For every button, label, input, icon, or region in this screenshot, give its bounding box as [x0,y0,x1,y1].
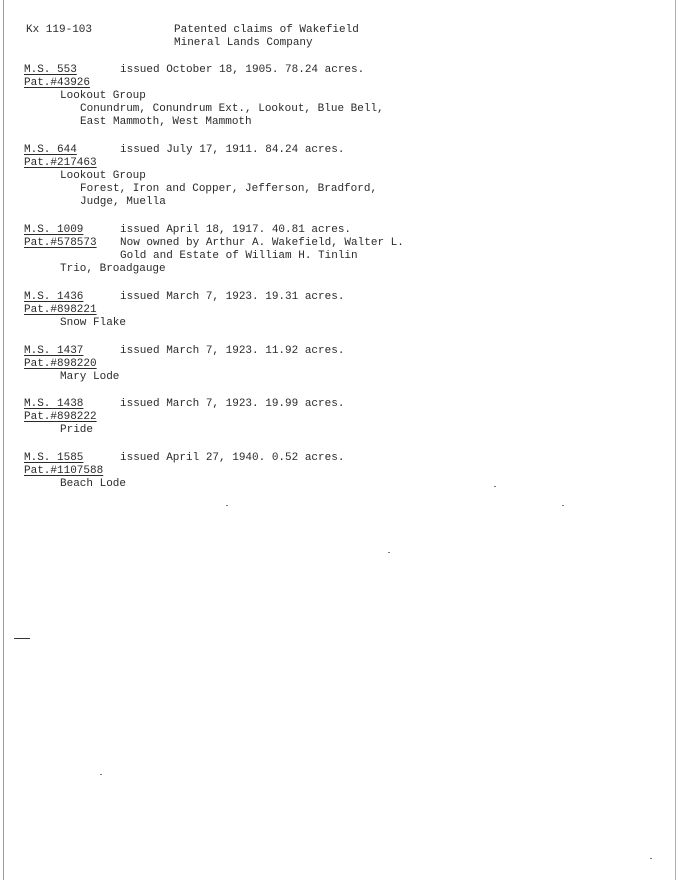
mineral-survey-number: M.S. 1438 [24,398,84,410]
scan-speck [650,858,652,859]
claim-group: Lookout Group [60,90,146,102]
mineral-survey-number: M.S. 553 [24,64,77,76]
patent-number: Pat.#898222 [24,411,97,423]
patent-number: Pat.#898220 [24,358,97,370]
document-title [174,24,359,50]
patent-number: Pat.#898221 [24,304,97,316]
claim-entry-553 [24,64,644,129]
mineral-survey-number: M.S. 644 [24,144,77,156]
scan-speck [100,774,102,775]
claim-names: Snow Flake [60,317,127,329]
claim-names: Beach Lode [60,478,127,490]
scan-speck [226,505,228,506]
mineral-survey-number: M.S. 1009 [24,224,84,236]
patent-number: Pat.#217463 [24,157,97,169]
claim-group: Lookout Group [60,170,146,182]
patent-number: Pat.#43926 [24,77,91,89]
claim-names: Mary Lode [60,371,120,383]
patent-number: Pat.#578573 [24,237,97,249]
claim-entry-1009 [24,224,644,276]
ownership-note: Now owned by Arthur A. Wakefield, Walter L. [120,237,404,249]
issue-details: issued March 7, 1923. 19.31 acres. [120,291,345,303]
title-line-2: Mineral Lands Company [174,37,313,49]
scan-edge-right [675,0,676,880]
claim-entry-1437 [24,345,644,384]
claim-entry-1436 [24,291,644,330]
claim-names: Pride [60,424,94,436]
issue-details: issued April 27, 1940. 0.52 acres. [120,452,345,464]
ownership-note: Gold and Estate of William H. Tinlin [120,250,358,262]
issue-details: issued March 7, 1923. 11.92 acres. [120,345,345,357]
issue-details: issued March 7, 1923. 19.99 acres. [120,398,345,410]
claim-entry-1585 [24,452,644,491]
scan-speck [562,505,564,506]
issue-details: issued April 18, 1917. 40.81 acres. [120,224,352,236]
mineral-survey-number: M.S. 1436 [24,291,84,303]
claim-entry-1438 [24,398,644,437]
issue-details: issued October 18, 1905. 78.24 acres. [120,64,365,76]
scan-speck [494,486,496,487]
claim-names: Forest, Iron and Copper, Jefferson, Bradford, [80,183,378,195]
mineral-survey-number: M.S. 1585 [24,452,84,464]
scan-edge-left [3,0,4,880]
claim-entry-644 [24,144,644,209]
margin-mark [14,638,30,639]
issue-details: issued July 17, 1911. 84.24 acres. [120,144,345,156]
title-line-1: Patented claims of Wakefield [174,24,359,36]
claim-names: Judge, Muella [80,196,166,208]
patent-number: Pat.#1107588 [24,465,104,477]
scan-speck [388,552,390,553]
claim-names: East Mammoth, West Mammoth [80,116,252,128]
mineral-survey-number: M.S. 1437 [24,345,84,357]
claim-names: Trio, Broadgauge [60,263,166,275]
claim-names: Conundrum, Conundrum Ext., Lookout, Blue Bell, [80,103,384,115]
document-reference: Kx 119-103 [26,24,93,36]
